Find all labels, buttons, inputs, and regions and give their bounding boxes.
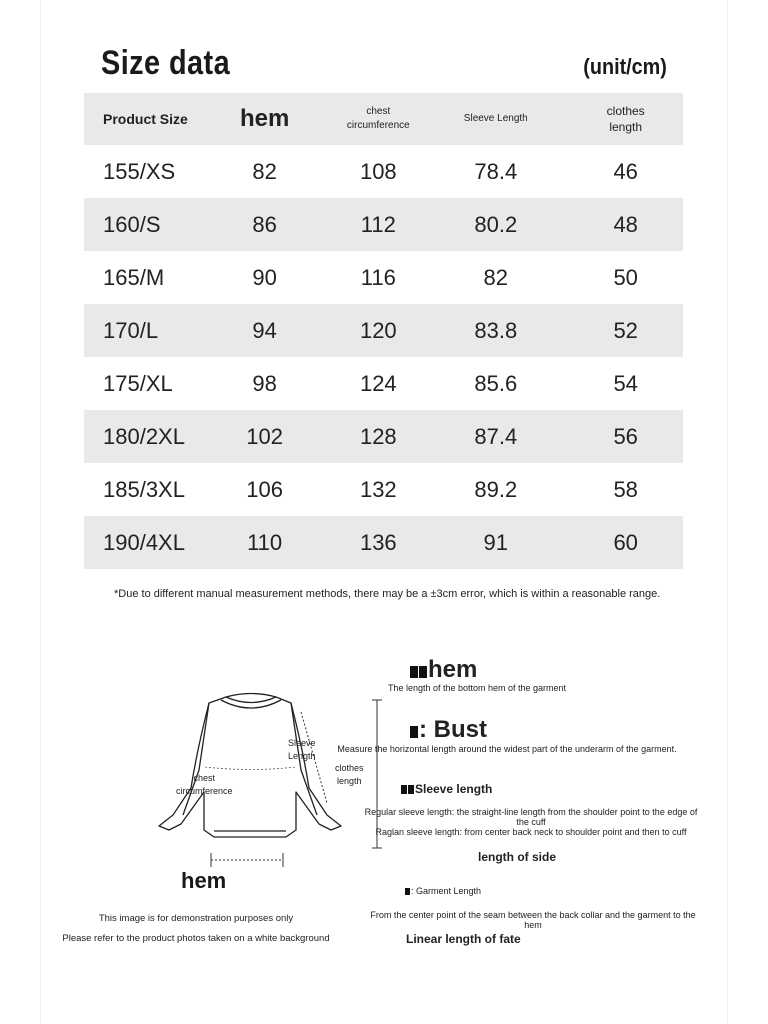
cell-hem: 102 bbox=[246, 423, 283, 449]
diagram-chest-label: chest circumference bbox=[176, 773, 233, 796]
cell-size: 175/XL bbox=[103, 370, 173, 396]
header-clothes-length: clothes length bbox=[606, 104, 645, 134]
header-sleeve-length: Sleeve Length bbox=[463, 113, 528, 124]
cell-sleeve: 83.8 bbox=[474, 317, 518, 343]
header-product-size: Product Size bbox=[103, 111, 188, 127]
cell-sleeve: 78.4 bbox=[474, 158, 518, 184]
page-title: Size data bbox=[101, 44, 231, 82]
cell-clothes: 54 bbox=[613, 370, 638, 396]
cell-hem: 90 bbox=[252, 264, 277, 290]
cell-hem: 98 bbox=[252, 370, 277, 396]
cell-clothes: 52 bbox=[613, 317, 638, 343]
def-sleeve-text-2: Raglan sleeve length: from center back neck to shoulder point and then to cuff bbox=[375, 827, 687, 837]
cell-hem: 94 bbox=[252, 317, 277, 343]
table-row bbox=[84, 410, 683, 463]
cell-chest: 132 bbox=[359, 476, 397, 502]
def-bust-text: Measure the horizontal length around the widest part of the underarm of the garment. bbox=[337, 744, 677, 754]
disclaimer-line-2: Please refer to the product photos taken on a white background bbox=[62, 933, 330, 944]
table-row bbox=[84, 251, 683, 304]
def-hem-text: The length of the bottom hem of the garment bbox=[387, 683, 567, 693]
cell-sleeve: 89.2 bbox=[474, 476, 518, 502]
def-bust-title: : Bust bbox=[346, 716, 506, 744]
cell-clothes: 58 bbox=[613, 476, 638, 502]
diagram-sleeve-label: Sleeve Length bbox=[288, 738, 316, 761]
cell-size: 190/4XL bbox=[103, 529, 185, 555]
table-row bbox=[84, 463, 683, 516]
glyph-box-icon bbox=[419, 666, 427, 678]
cell-chest: 120 bbox=[359, 317, 397, 343]
cell-chest: 128 bbox=[359, 423, 397, 449]
table-row bbox=[84, 357, 683, 410]
glyph-box-icon bbox=[401, 785, 407, 794]
cell-hem: 106 bbox=[246, 476, 283, 502]
cell-clothes: 46 bbox=[613, 158, 638, 184]
glyph-box-icon bbox=[408, 785, 414, 794]
cell-hem: 110 bbox=[247, 529, 283, 555]
cell-sleeve: 82 bbox=[483, 264, 509, 290]
cell-sleeve: 87.4 bbox=[474, 423, 518, 449]
cell-chest: 116 bbox=[360, 264, 396, 290]
measurement-note: *Due to different manual measurement methods, there may be a ±3cm error, which is within a reasonable range. bbox=[114, 588, 661, 600]
header-hem: hem bbox=[239, 105, 290, 132]
table-header-row bbox=[84, 93, 683, 145]
diagram-clothes-label: clothes length bbox=[335, 763, 364, 786]
cell-size: 160/S bbox=[103, 211, 161, 237]
cell-clothes: 60 bbox=[613, 529, 638, 555]
glyph-box-icon bbox=[410, 666, 418, 678]
table-row bbox=[84, 145, 683, 198]
table-body bbox=[84, 145, 683, 569]
cell-size: 165/M bbox=[103, 264, 165, 290]
cell-chest: 112 bbox=[360, 211, 396, 237]
unit-label: (unit/cm) bbox=[583, 54, 667, 79]
cell-chest: 124 bbox=[359, 370, 397, 396]
cell-size: 155/XS bbox=[103, 158, 176, 184]
cell-hem: 82 bbox=[252, 158, 277, 184]
diagram-hem-label: hem bbox=[181, 868, 227, 893]
cell-size: 180/2XL bbox=[103, 423, 185, 449]
table-row bbox=[84, 198, 683, 251]
cell-clothes: 50 bbox=[613, 264, 638, 290]
cell-clothes: 56 bbox=[613, 423, 638, 449]
cell-sleeve: 80.2 bbox=[474, 211, 518, 237]
cell-size: 170/L bbox=[103, 317, 159, 343]
disclaimer-line-1: This image is for demonstration purposes only bbox=[98, 913, 294, 924]
glyph-box-icon bbox=[405, 888, 410, 895]
def-side-title: length of side bbox=[478, 850, 556, 864]
def-garment-title: : Garment Length bbox=[405, 886, 545, 896]
def-fate-title: Linear length of fate bbox=[406, 932, 521, 946]
cell-chest: 136 bbox=[359, 529, 397, 555]
cell-sleeve: 91 bbox=[483, 529, 509, 555]
cell-size: 185/3XL bbox=[103, 476, 185, 502]
cell-clothes: 48 bbox=[613, 211, 638, 237]
cell-sleeve: 85.6 bbox=[474, 370, 518, 396]
size-table bbox=[84, 93, 683, 569]
def-garment-text: From the center point of the seam between the back collar and the garment to the hem bbox=[370, 910, 696, 930]
glyph-box-icon bbox=[410, 726, 418, 738]
def-sleeve-text-1: Regular sleeve length: the straight-line length from the shoulder point to the edge of the cuff bbox=[364, 807, 698, 827]
size-chart-page bbox=[41, 0, 727, 1024]
def-sleeve-title: Sleeve length bbox=[401, 782, 521, 796]
cell-hem: 86 bbox=[252, 211, 277, 237]
cell-chest: 108 bbox=[359, 158, 397, 184]
table-row bbox=[84, 304, 683, 357]
table-row bbox=[84, 516, 683, 569]
def-hem-title: hem bbox=[346, 656, 506, 684]
header-chest: chest circumference bbox=[346, 106, 410, 131]
